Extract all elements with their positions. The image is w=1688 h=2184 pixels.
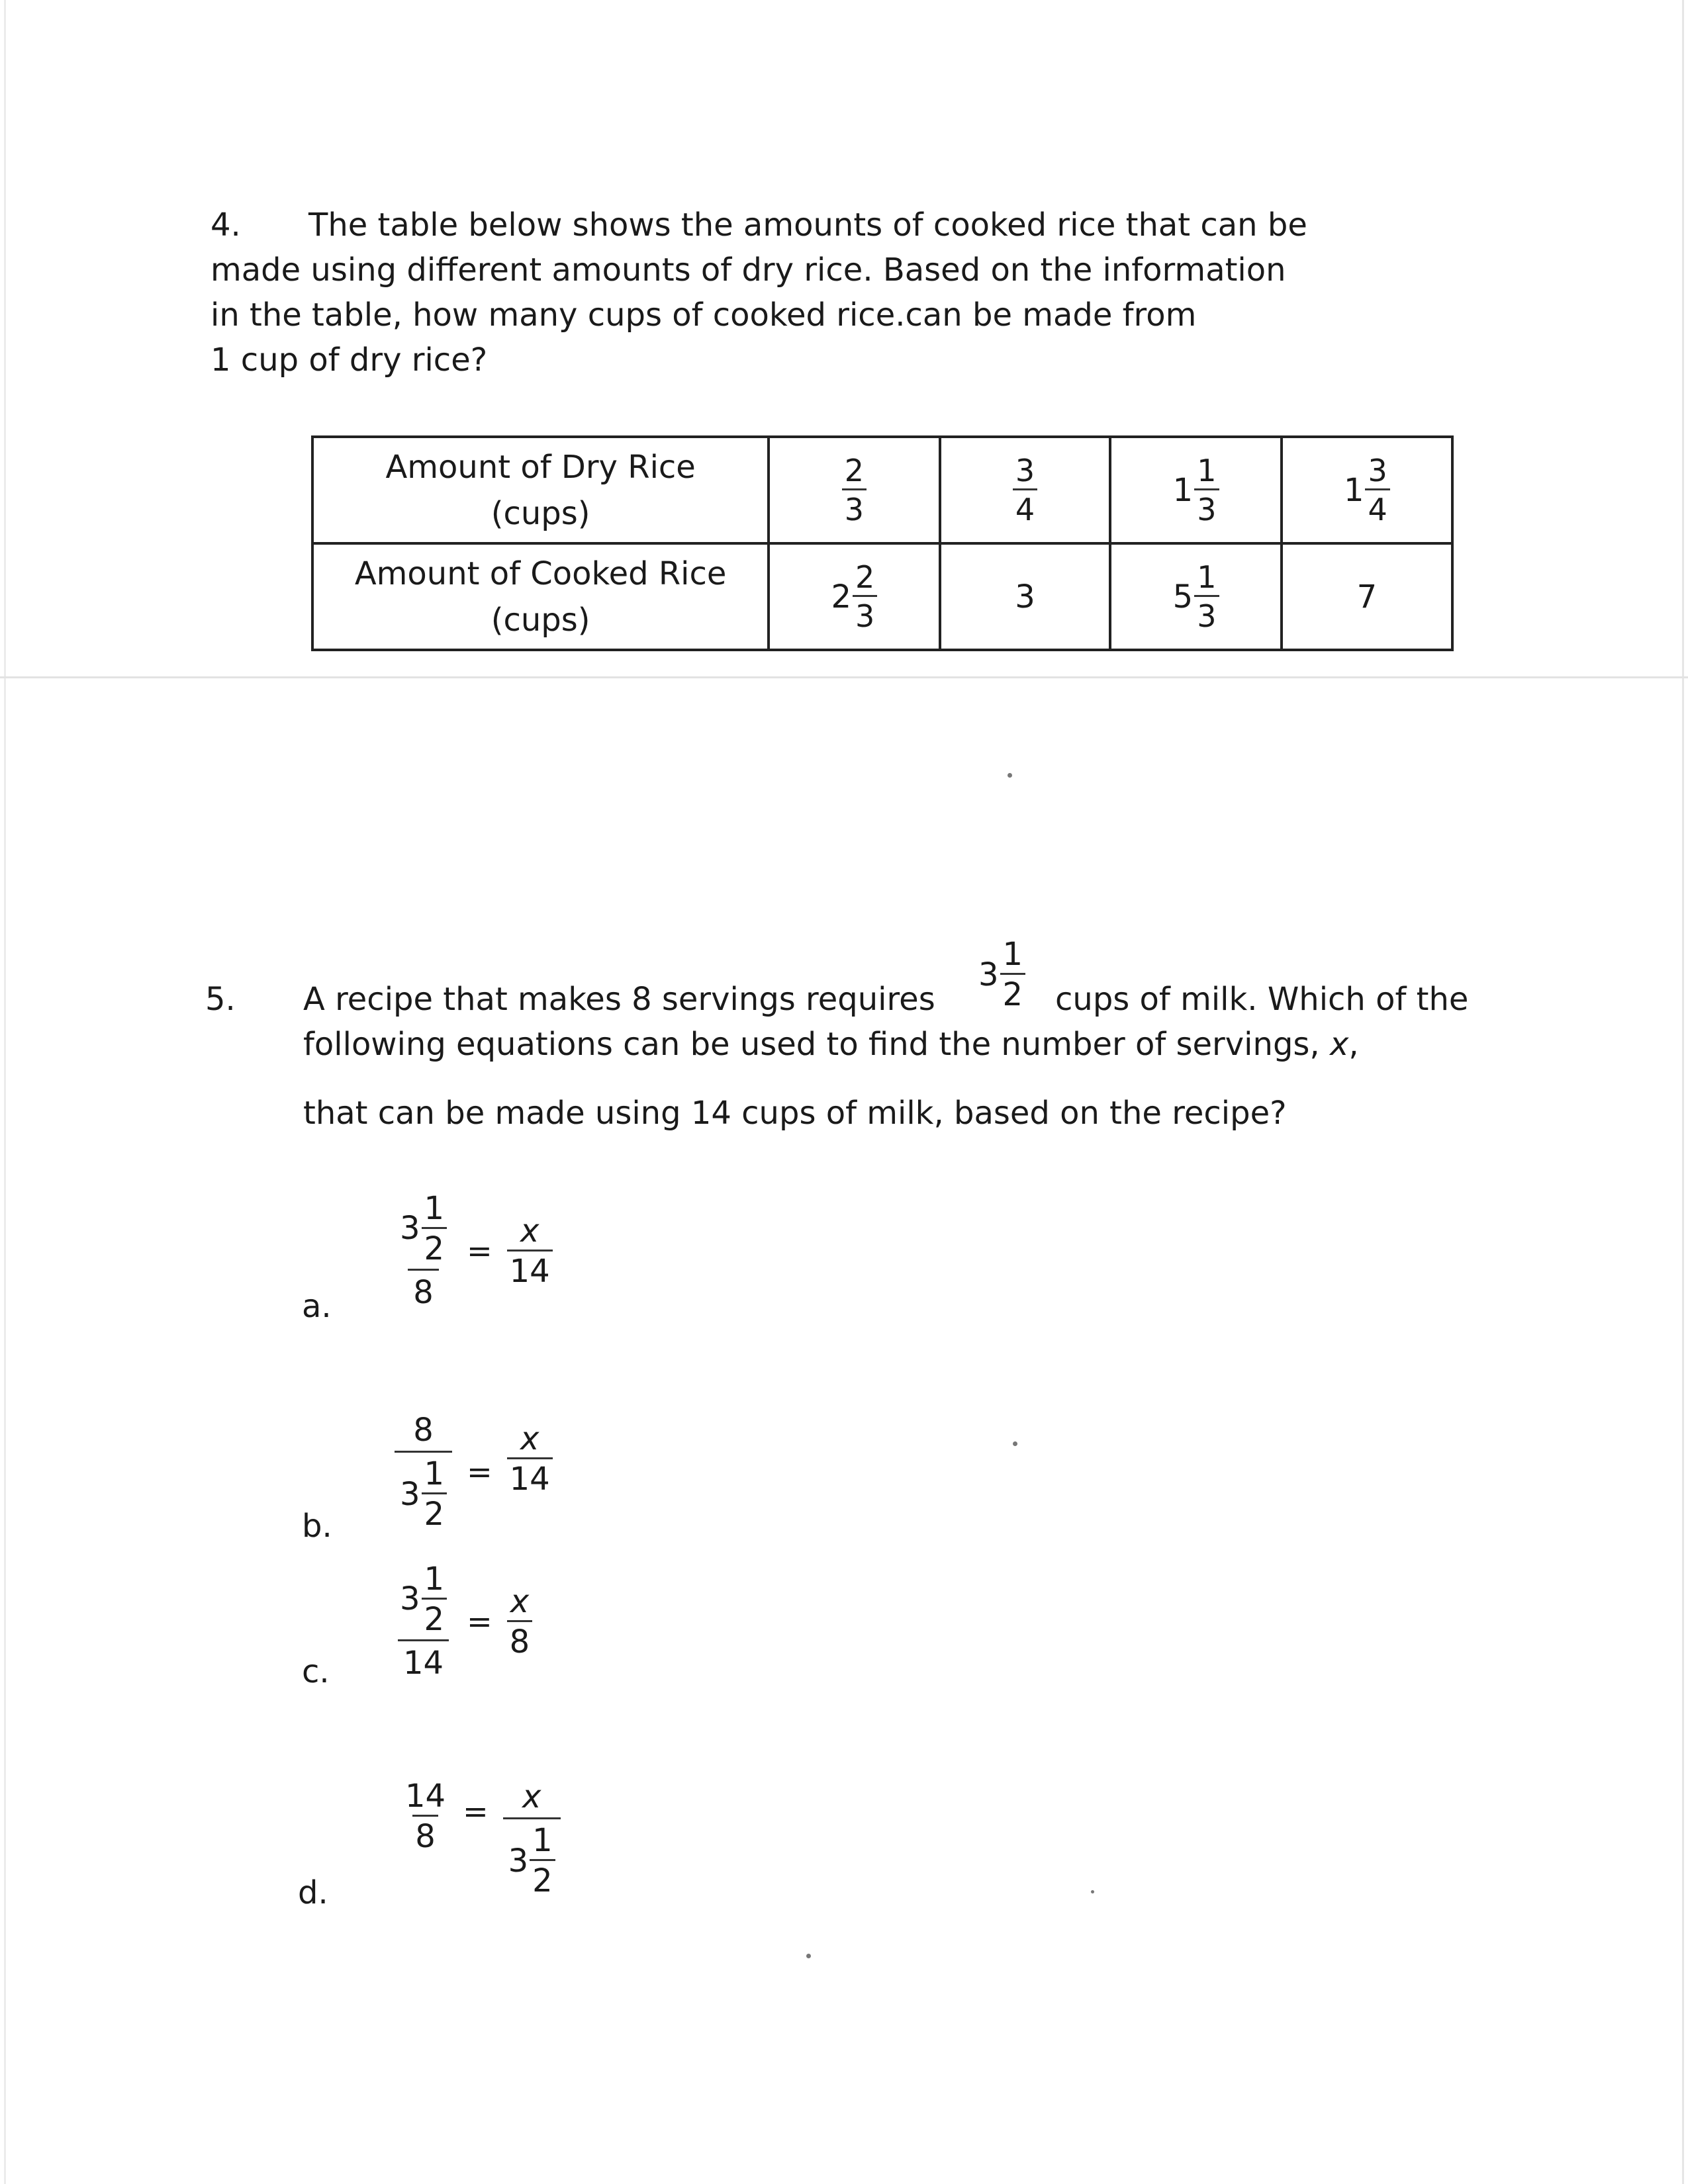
question-text-line: in the table, how many cups of cooked rice.can be made from [211,296,1197,334]
mixed-number: 2 $\frac{2}{3}$ [831,562,877,631]
table-cell [1110,437,1281,543]
question-text-line: made using different amounts of dry rice. Based on the information [211,251,1286,289]
scan-speck [1008,773,1012,778]
question-number: 5. [205,981,236,1018]
table-cell: 3 [940,543,1111,650]
mixed-number: 3 $\frac{1}{2}$ [400,1563,447,1635]
mixed-number: 3 $\frac{1}{2}$ [400,1193,447,1265]
option-a-equation: 3 $\frac{1}{2}$ 8 = $\frac{x}{14}$ [395,1193,553,1309]
option-d-equation: $\frac{14}{8}$ = x 3 $\frac{1}{2}$ [402,1780,561,1897]
rice-table [311,435,1454,651]
table-cell [1110,543,1281,650]
option-c-equation: 3 $\frac{1}{2}$ 14 = $\frac{x}{8}$ [395,1563,532,1680]
scan-edge-right [1682,0,1684,2184]
mixed-number: 1 $\frac{1}{3}$ [1173,455,1219,525]
table-cell [1282,437,1452,543]
question-number: 4. [211,206,241,244]
option-letter-b: b. [302,1508,332,1545]
dry-rice-row [312,437,1452,543]
table-cell [769,437,939,543]
table-cell: 7 [1282,543,1452,650]
question-text-line: The table below shows the amounts of cooked rice that can be [308,206,1307,244]
mixed-number: 1 $\frac{3}{4}$ [1344,455,1390,525]
question-text-line: cups of milk. Which of the [1055,981,1469,1018]
cooked-rice-header: Amount of Cooked Rice (cups) [312,543,769,650]
mixed-number: 3 $\frac{1}{2}$ [978,938,1025,1011]
scan-line [0,676,1688,678]
option-letter-c: c. [302,1653,330,1690]
fraction: $\frac{3}{4}$ [1013,455,1037,525]
table-cell [769,543,939,650]
mixed-number: 3 $\frac{1}{2}$ [400,1458,447,1530]
question-text-line: A recipe that makes 8 servings requires [303,981,935,1018]
scan-speck [806,1954,811,1958]
scan-edge-left [4,0,6,2184]
fraction: $\frac{2}{3}$ [842,455,867,525]
option-letter-a: a. [302,1288,332,1325]
question-text-line: 1 cup of dry rice? [211,341,488,379]
cooked-rice-row [312,543,1452,650]
dry-rice-header: Amount of Dry Rice (cups) [312,437,769,543]
option-b-equation: 8 3 $\frac{1}{2}$ = $\frac{x}{14}$ [395,1414,553,1530]
question-text-line: that can be made using 14 cups of milk, based on the recipe? [303,1095,1287,1132]
mixed-number: 3 $\frac{1}{2}$ [508,1825,555,1897]
mixed-number: 5 $\frac{1}{3}$ [1173,562,1219,631]
scan-speck [1013,1441,1017,1446]
table-cell [940,437,1111,543]
option-letter-d: d. [298,1874,328,1911]
question-text-line: following equations can be used to find the number of servings, x, [303,1026,1359,1063]
scan-speck [1091,1890,1094,1893]
